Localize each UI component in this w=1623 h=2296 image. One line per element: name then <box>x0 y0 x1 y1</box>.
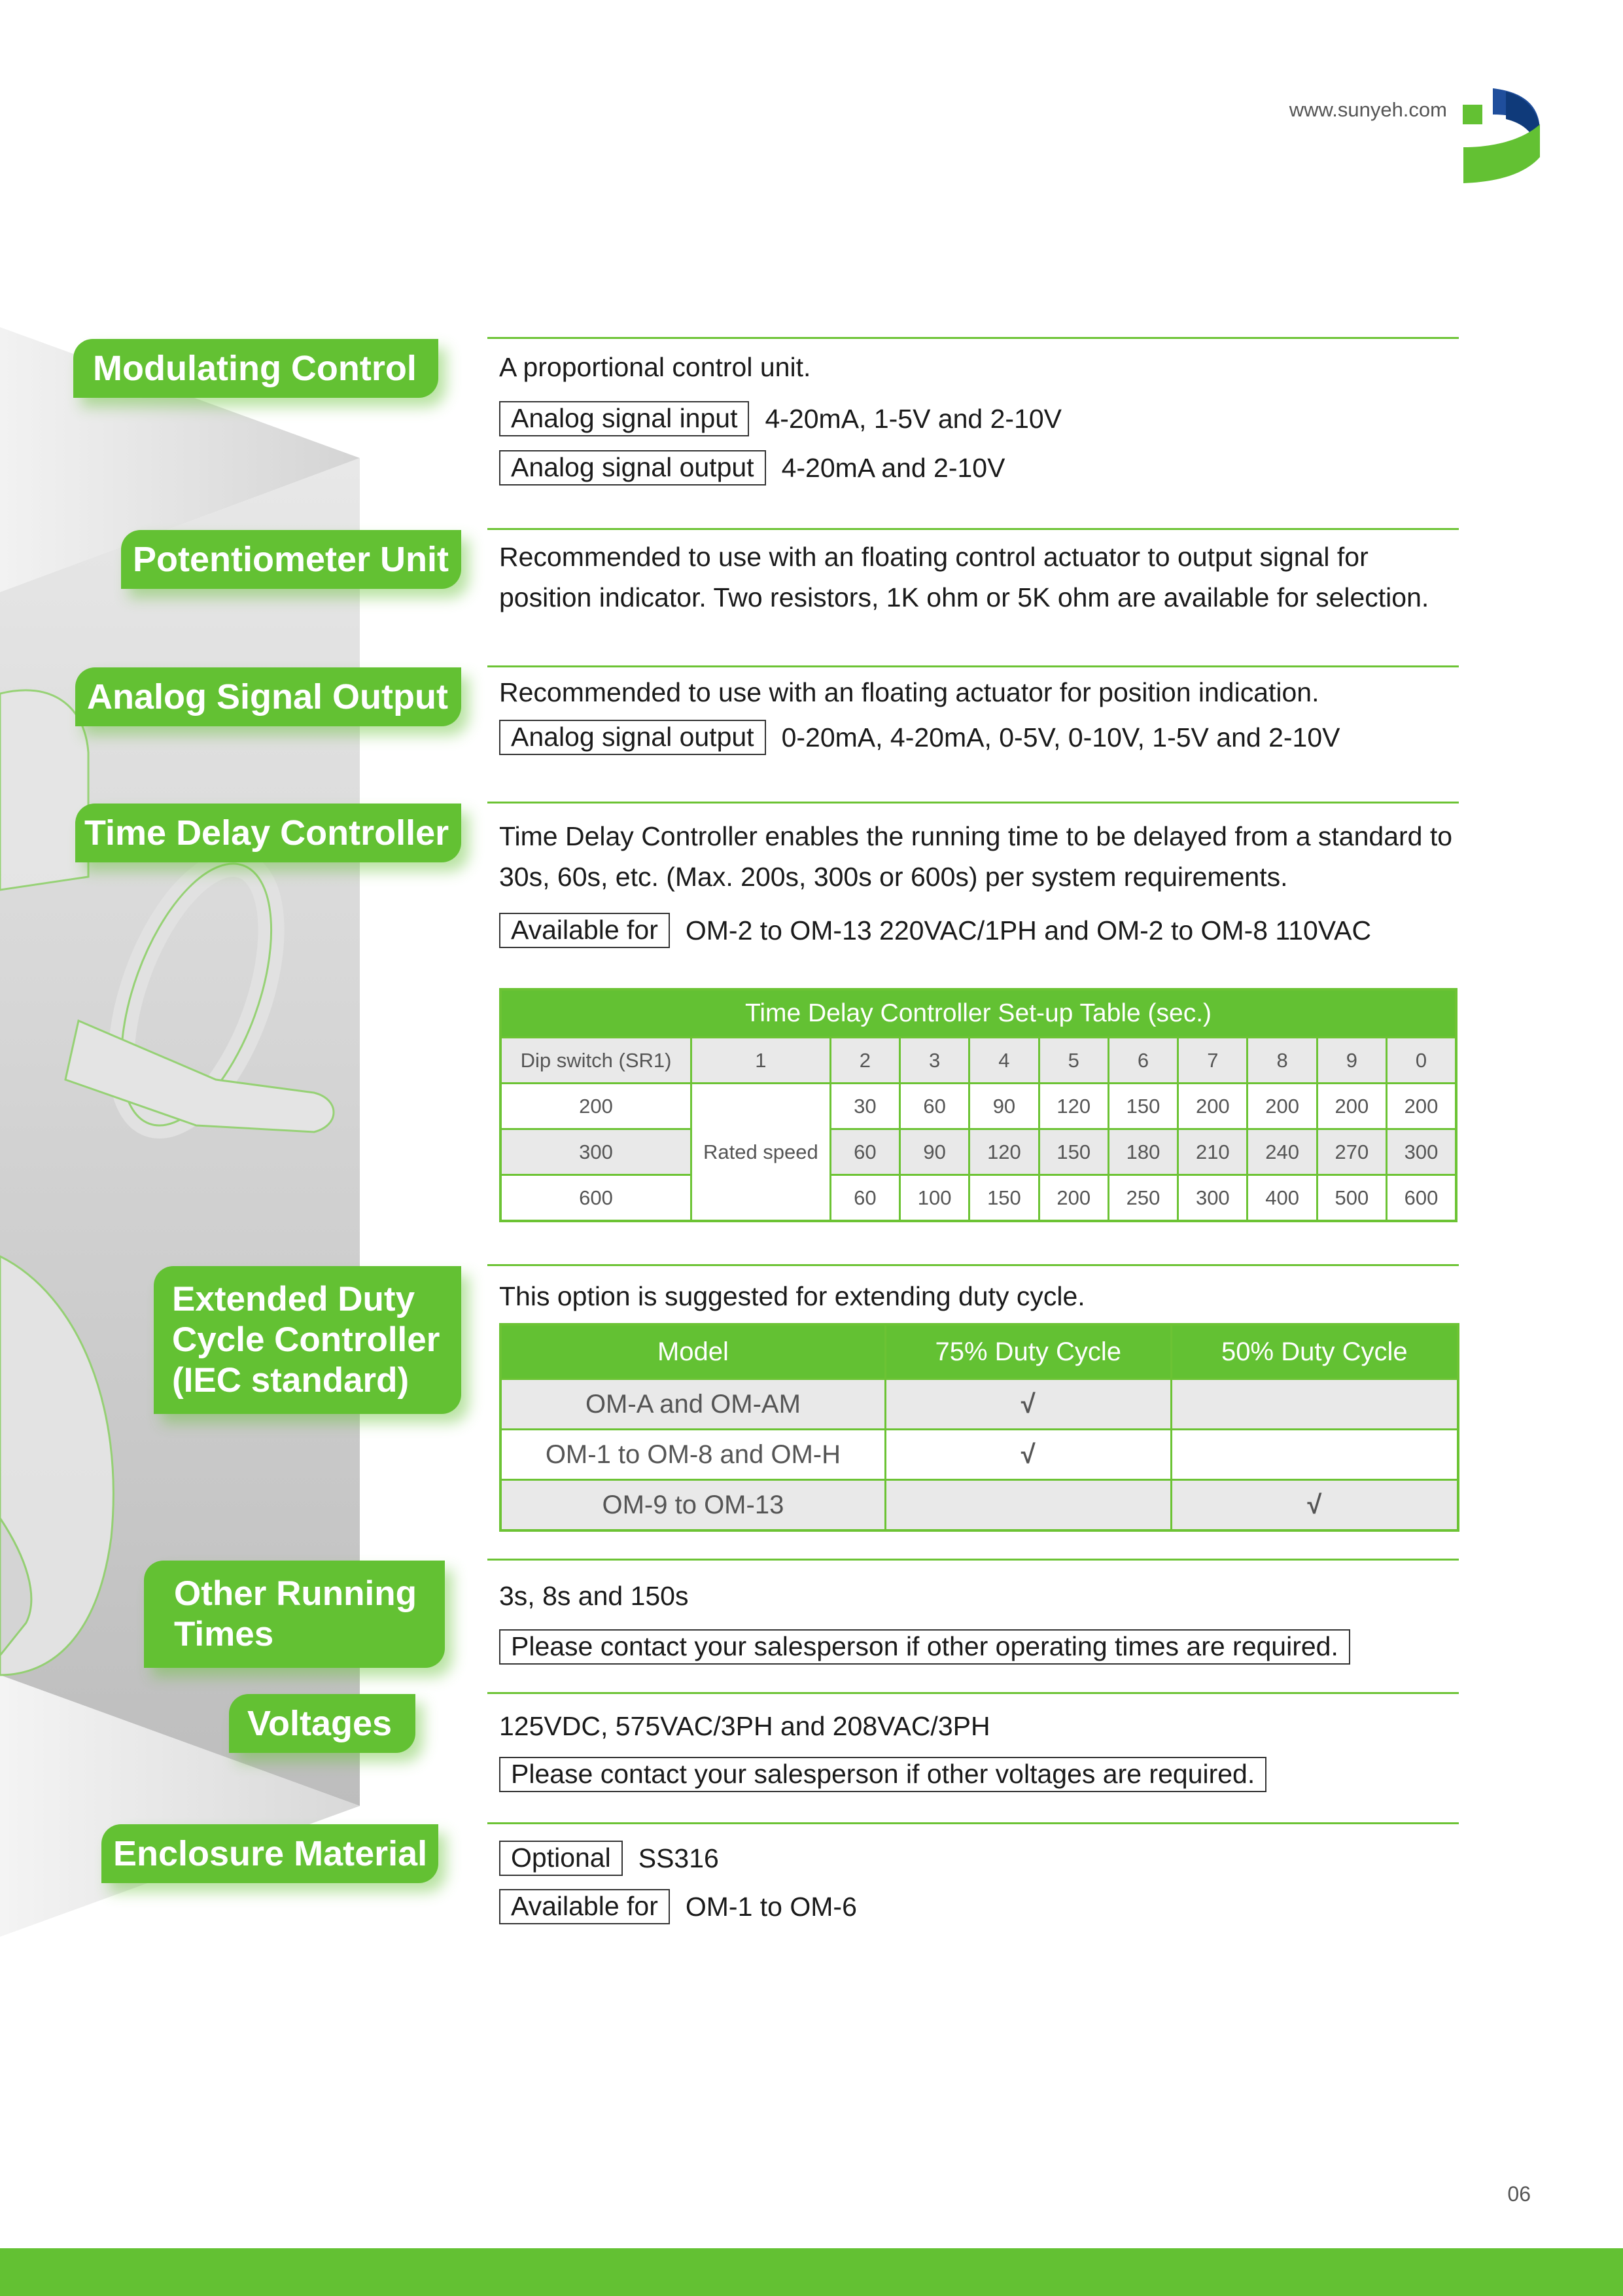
table-header-cell: 2 <box>830 1038 899 1084</box>
duty-cycle-table <box>499 1323 1459 1532</box>
modulating-description: A proportional control unit. <box>499 352 811 382</box>
tag-line: Cycle Controller <box>172 1320 440 1359</box>
section-divider <box>487 337 1459 339</box>
section-divider <box>487 1559 1459 1561</box>
table-cell: 200 <box>1387 1084 1456 1129</box>
analog-output-row <box>499 720 1340 755</box>
table-cell: 30 <box>830 1084 899 1129</box>
table-header-cell: 5 <box>1039 1038 1108 1084</box>
tag-line: Other Running <box>174 1574 417 1613</box>
tag-line: Times <box>174 1615 274 1653</box>
section-divider <box>487 1822 1459 1824</box>
empty-cell <box>1171 1430 1458 1480</box>
table-cell: 200 <box>1317 1084 1386 1129</box>
tag-time-delay-controller: Time Delay Controller <box>75 804 461 862</box>
time-delay-setup-table <box>499 988 1457 1222</box>
table-row <box>500 1084 1456 1129</box>
table-cell: 200 <box>1039 1175 1108 1222</box>
table-cell: 250 <box>1108 1175 1178 1222</box>
voltages-text: 125VDC, 575VAC/3PH and 208VAC/3PH <box>499 1711 990 1741</box>
table-header-cell: Dip switch (SR1) <box>500 1038 691 1084</box>
model-cell: OM-1 to OM-8 and OM-H <box>500 1430 885 1480</box>
table-cell: 300 <box>1178 1175 1248 1222</box>
section-divider <box>487 528 1459 530</box>
tag-potentiometer-unit: Potentiometer Unit <box>121 530 461 589</box>
enclosure-optional-row <box>499 1841 719 1876</box>
table-cell: 300 <box>1387 1129 1456 1175</box>
table-header-cell: 0 <box>1387 1038 1456 1084</box>
modulating-input-row <box>499 401 1062 436</box>
value-text: 0-20mA, 4-20mA, 0-5V, 0-10V, 1-5V and 2-10V <box>781 722 1340 752</box>
tag-other-running-times <box>144 1561 445 1668</box>
table-header-cell: 6 <box>1108 1038 1178 1084</box>
table-cell: 60 <box>899 1084 969 1129</box>
empty-cell <box>1171 1379 1458 1430</box>
table-cell: 150 <box>1039 1129 1108 1175</box>
running-times-note-row <box>499 1629 1350 1665</box>
running-times-text: 3s, 8s and 150s <box>499 1581 689 1611</box>
tag-line: Extended Duty <box>172 1280 415 1318</box>
value-text: SS316 <box>638 1843 719 1873</box>
table-header-cell: 4 <box>969 1038 1039 1084</box>
table-cell: 150 <box>969 1175 1039 1222</box>
section-divider <box>487 802 1459 804</box>
checkmark-icon: √ <box>1171 1480 1458 1531</box>
table-header-cell: 1 <box>691 1038 831 1084</box>
table-cell: 210 <box>1178 1129 1248 1175</box>
section-divider <box>487 1692 1459 1694</box>
table-header-cell: 7 <box>1178 1038 1248 1084</box>
label-box: Analog signal input <box>499 401 749 436</box>
table-row <box>500 1129 1456 1175</box>
tag-extended-duty-cycle-controller <box>154 1266 461 1414</box>
table-header-cell: Model <box>500 1324 885 1379</box>
label-box: Available for <box>499 913 670 948</box>
empty-cell <box>885 1480 1171 1531</box>
table-header-cell: 8 <box>1248 1038 1317 1084</box>
enclosure-availability-row <box>499 1889 857 1924</box>
table-header-cell: 50% Duty Cycle <box>1171 1324 1458 1379</box>
table-cell: 200 <box>1178 1084 1248 1129</box>
table-cell: 400 <box>1248 1175 1317 1222</box>
label-box: Optional <box>499 1841 623 1876</box>
table-cell: 200 <box>500 1084 691 1129</box>
table-title: Time Delay Controller Set-up Table (sec.) <box>500 989 1456 1038</box>
tag-enclosure-material: Enclosure Material <box>101 1824 438 1883</box>
model-cell: OM-9 to OM-13 <box>500 1480 885 1531</box>
table-row <box>500 1379 1458 1430</box>
modulating-output-row <box>499 450 1005 486</box>
value-text: OM-2 to OM-13 220VAC/1PH and OM-2 to OM-8 110VAC <box>685 915 1372 945</box>
potentiometer-description: Recommended to use with an floating control actuator to output signal for position indicator. Two resistors, 1K ohm or 5K ohm are available for selection. <box>499 542 1429 612</box>
rated-speed-cell: Rated speed <box>691 1084 831 1222</box>
company-logo <box>1460 85 1542 186</box>
time-delay-description: Time Delay Controller enables the running time to be delayed from a standard to 30s, 60s, etc. (Max. 200s, 300s or 600s) per system requirements. <box>499 821 1453 892</box>
label-box: Analog signal output <box>499 720 766 755</box>
table-cell: 120 <box>969 1129 1039 1175</box>
contact-note: Please contact your salesperson if other operating times are required. <box>499 1629 1350 1665</box>
value-text: 4-20mA and 2-10V <box>781 452 1005 483</box>
checkmark-icon: √ <box>885 1430 1171 1480</box>
site-url[interactable]: www.sunyeh.com <box>1289 98 1447 121</box>
page-number: 06 <box>1507 2182 1531 2206</box>
tag-voltages: Voltages <box>229 1694 415 1753</box>
voltages-note-row <box>499 1757 1266 1792</box>
table-cell: 240 <box>1248 1129 1317 1175</box>
table-cell: 60 <box>830 1175 899 1222</box>
model-cell: OM-A and OM-AM <box>500 1379 885 1430</box>
extended-duty-description: This option is suggested for extending duty cycle. <box>499 1281 1085 1311</box>
value-text: 4-20mA, 1-5V and 2-10V <box>765 403 1062 434</box>
time-delay-availability-row <box>499 913 1371 948</box>
table-header-cell: 3 <box>899 1038 969 1084</box>
analog-output-description: Recommended to use with an floating actuator for position indication. <box>499 677 1319 707</box>
table-header-cell: 9 <box>1317 1038 1386 1084</box>
table-cell: 150 <box>1108 1084 1178 1129</box>
section-divider <box>487 1264 1459 1266</box>
contact-note: Please contact your salesperson if other voltages are required. <box>499 1757 1266 1792</box>
value-text: OM-1 to OM-6 <box>685 1891 857 1922</box>
table-cell: 600 <box>500 1175 691 1222</box>
label-box: Analog signal output <box>499 450 766 486</box>
table-cell: 600 <box>1387 1175 1456 1222</box>
table-cell: 500 <box>1317 1175 1386 1222</box>
table-header-cell: 75% Duty Cycle <box>885 1324 1171 1379</box>
table-row <box>500 1430 1458 1480</box>
tag-modulating-control: Modulating Control <box>73 339 438 398</box>
table-cell: 90 <box>969 1084 1039 1129</box>
table-cell: 100 <box>899 1175 969 1222</box>
table-cell: 270 <box>1317 1129 1386 1175</box>
table-cell: 120 <box>1039 1084 1108 1129</box>
table-cell: 180 <box>1108 1129 1178 1175</box>
section-divider <box>487 665 1459 667</box>
table-cell: 200 <box>1248 1084 1317 1129</box>
label-box: Available for <box>499 1889 670 1924</box>
table-row <box>500 1480 1458 1531</box>
table-row <box>500 1175 1456 1222</box>
table-cell: 300 <box>500 1129 691 1175</box>
checkmark-icon: √ <box>885 1379 1171 1430</box>
table-cell: 60 <box>830 1129 899 1175</box>
table-cell: 90 <box>899 1129 969 1175</box>
tag-analog-signal-output: Analog Signal Output <box>75 667 461 726</box>
footer-bar <box>0 2248 1623 2296</box>
tag-line: (IEC standard) <box>172 1361 410 1400</box>
